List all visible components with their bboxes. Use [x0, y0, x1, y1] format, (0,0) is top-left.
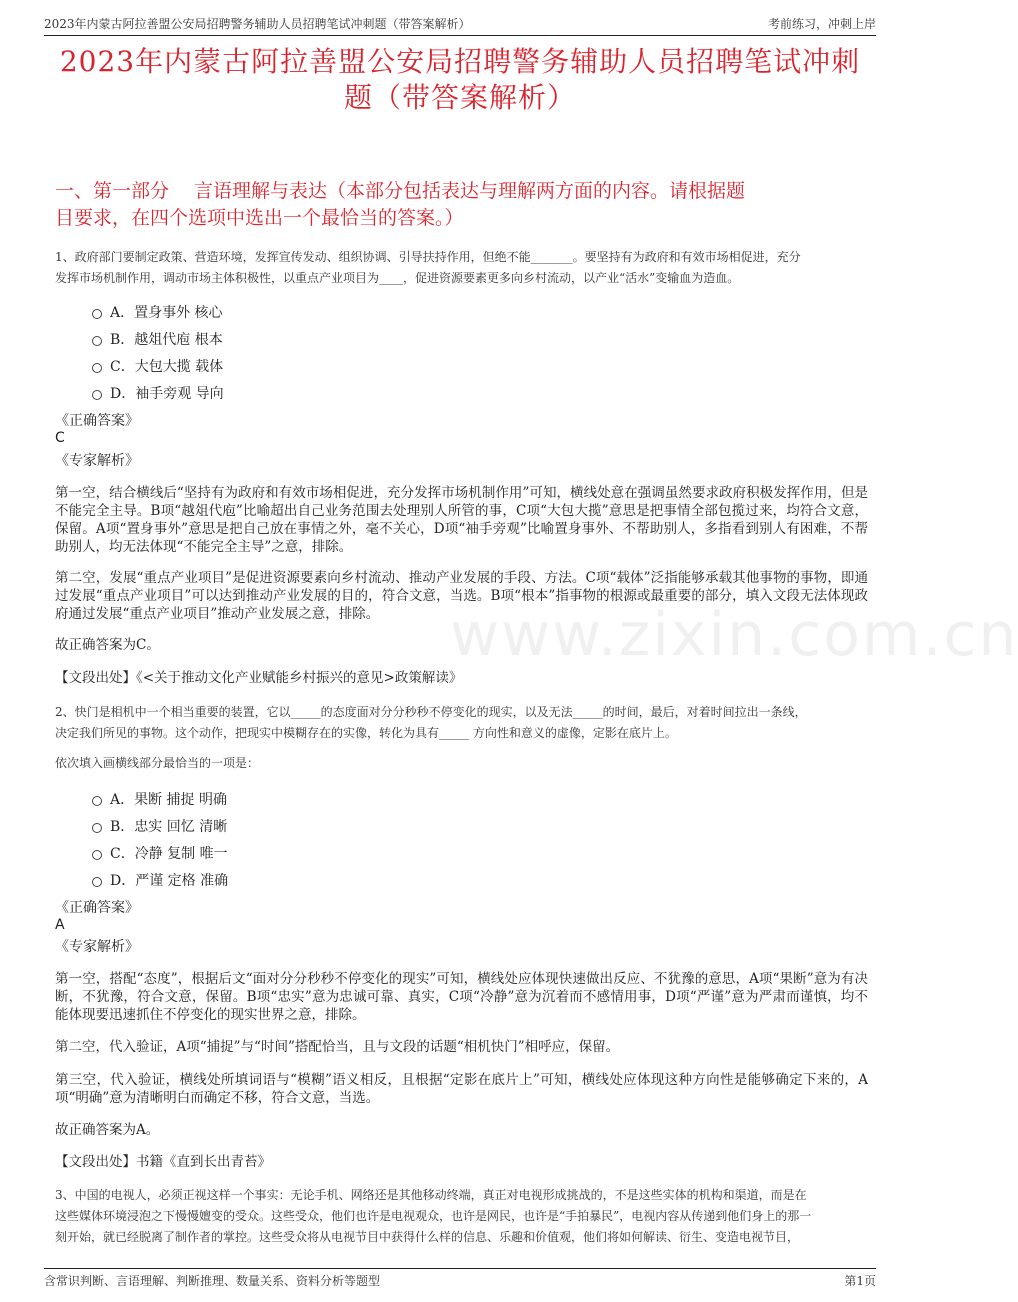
q1-source: 【文段出处】《<关于推动文化产业赋能乡村振兴的意见>政策解读》 [55, 670, 463, 686]
q1-analysis-label: 《专家解析》 [55, 453, 139, 469]
title-line-2: 题（带答案解析） [343, 81, 576, 114]
q2-analysis-p3: 第三空，代入验证，横线处所填词语与“模糊”语义相反，且根据“定影在底片上”可知，横线处应体现这种方向性是能够确定下来的，A项“明确”意为清晰明白而确定不移，符合文意，当选。 [55, 1072, 868, 1106]
q2-line-1: 2、快门是相机中一个相当重要的装置，它以_____的态度面对分分秒秒不停变化的现实，以及无法_____的时间，最后，对着时间拉出一条线， [55, 705, 807, 719]
radio-icon[interactable] [92, 363, 102, 373]
option-label: C．冷静 复制 唯一 [110, 845, 228, 862]
option-label: A．果断 捕捉 明确 [110, 791, 228, 808]
q3-line-2: 这些媒体环境浸泡之下慢慢嬗变的受众。这些受众，他们也许是电视观众，也许是网民，也许是“手拍暴民”，电视内容从传递到他们身上的那一 [55, 1209, 812, 1223]
q2-line-3: 依次填入画横线部分最恰当的一项是： [55, 756, 260, 770]
radio-icon[interactable] [92, 336, 102, 346]
q1-option-d[interactable] [92, 379, 224, 406]
q2-answer: A [55, 917, 65, 933]
q2-source: 【文段出处】书籍《直到长出青苔》 [55, 1154, 271, 1170]
question-2-stem [55, 702, 868, 744]
option-label: B．忠实 回忆 清晰 [110, 818, 228, 835]
q2-analysis-p1: 第一空，搭配“态度”，根据后文“面对分分秒秒不停变化的现实”可知，横线处应体现快速做出反应、不犹豫的意思，A项“果断”意为有决断，不犹豫，符合文意，保留。B项“忠实”意为忠诚可靠、真实，C项“冷静”意为沉着而不感情用事，D项“严谨”意为严肃而谨慎，均不能体现要迅速抓住不停变化的现实世界之意，排除。 [55, 971, 868, 1023]
option-label: B．越俎代庖 根本 [110, 331, 223, 348]
radio-icon[interactable] [92, 390, 102, 400]
document-title [40, 44, 880, 116]
q1-analysis-p1: 第一空，结合横线后“坚持有为政府和有效市场相促进，充分发挥市场机制作用”可知，横线处意在强调虽然要求政府积极发挥作用，但是不能完全主导。B项“越俎代庖”比喻超出自己业务范围去处理别人所管的事，C项“大包大揽”意思是把事情全部包揽过来，均符合文意，保留。A项“置身事外”意思是把自己放在事情之外，毫不关心，D项“袖手旁观”比喻置身事外、不帮助别人，多指看到别人有困难，不帮助别人，均无法体现“不能完全主导”之意，排除。 [55, 485, 868, 555]
page-number: 第1页 [844, 1274, 876, 1288]
q2-analysis-label: 《专家解析》 [55, 939, 139, 955]
q2-analysis-p2: 第二空，代入验证，A项“捕捉”与“时间”搭配恰当，且与文段的话题“相机快门”相呼应，保留。 [55, 1039, 620, 1055]
q2-option-d[interactable] [92, 866, 228, 893]
q1-analysis-p2: 第二空，发展“重点产业项目”是促进资源要素向乡村流动、推动产业发展的手段、方法。C项“载体”泛指能够承载其他事物的事物，即通过发展“重点产业项目”可以达到推动产业发展的目的，符合文意，当选。B项“根本”指事物的根源或最重要的部分，填入文段无法体现政府通过发展“重点产业项目”推动产业发展之意，排除。 [55, 570, 868, 622]
question-1-stem [55, 247, 868, 289]
q1-option-c[interactable] [92, 352, 224, 379]
section-heading [55, 178, 870, 232]
q2-line-2: 决定我们所见的事物。这个动作，把现实中模糊存在的实像，转化为具有_____ 方向性和意义的虚像，定影在底片上。 [55, 726, 677, 740]
q3-line-1: 3、中国的电视人，必须正视这样一个事实：无论手机、网络还是其他移动终端，真正对电视形成挑战的，不是这些实体的机构和渠道，而是在 [55, 1188, 807, 1202]
header-doc-title: 2023年内蒙古阿拉善盟公安局招聘警务辅助人员招聘笔试冲刺题（带答案解析） [44, 17, 471, 31]
section-line-2: 目要求，在四个选项中选出一个最恰当的答案。） [55, 207, 464, 229]
option-label: D．严谨 定格 准确 [110, 872, 229, 889]
header-slogan: 考前练习，冲刺上岸 [767, 17, 876, 31]
radio-icon[interactable] [92, 796, 102, 806]
option-label: D．袖手旁观 导向 [110, 385, 224, 402]
radio-icon[interactable] [92, 877, 102, 887]
q1-analysis-p3: 故正确答案为C。 [55, 637, 160, 653]
q2-option-a[interactable] [92, 785, 228, 812]
radio-icon[interactable] [92, 823, 102, 833]
q3-line-3: 刻开始，就已经脱离了制作者的掌控。这些受众将从电视节目中获得什么样的信息、乐趣和价值观，他们将如何解读、衍生、变造电视节目， [55, 1230, 800, 1244]
radio-icon[interactable] [92, 850, 102, 860]
q2-answer-label: 《正确答案》 [55, 900, 139, 916]
q1-line-2: 发挥市场机制作用，调动市场主体积极性，以重点产业项目为____，促进资源要素更多向乡村流动，以产业“活水”变输血为造血。 [55, 271, 740, 285]
watermark: www.zixin.com.cn [450, 600, 1018, 670]
q1-option-a[interactable] [92, 298, 224, 325]
option-label: C．大包大揽 载体 [110, 358, 224, 375]
q1-line-1: 1、政府部门要制定政策、营造环境，发挥宣传发动、组织协调、引导扶持作用，但绝不能_______。要坚持有为政府和有效市场相促进，充分 [55, 250, 801, 264]
q2-option-c[interactable] [92, 839, 228, 866]
title-line-1: 2023年内蒙古阿拉善盟公安局招聘警务辅助人员招聘笔试冲刺 [59, 45, 861, 78]
footer-topics: 含常识判断、言语理解、判断推理、数量关系、资料分析等题型 [44, 1274, 381, 1288]
page-footer [44, 1268, 876, 1294]
page-header [44, 10, 876, 36]
q2-option-b[interactable] [92, 812, 228, 839]
option-label: A．置身事外 核心 [110, 304, 223, 321]
radio-icon[interactable] [92, 309, 102, 319]
q1-answer-label: 《正确答案》 [55, 413, 139, 429]
question-2-options [92, 785, 228, 893]
question-1-options [92, 298, 224, 406]
section-line-1: 一、第一部分 言语理解与表达（本部分包括表达与理解两方面的内容。请根据题 [55, 180, 746, 202]
q1-answer: C [55, 430, 65, 446]
q2-analysis-p4: 故正确答案为A。 [55, 1122, 160, 1138]
question-3-stem [55, 1185, 868, 1248]
q1-option-b[interactable] [92, 325, 224, 352]
